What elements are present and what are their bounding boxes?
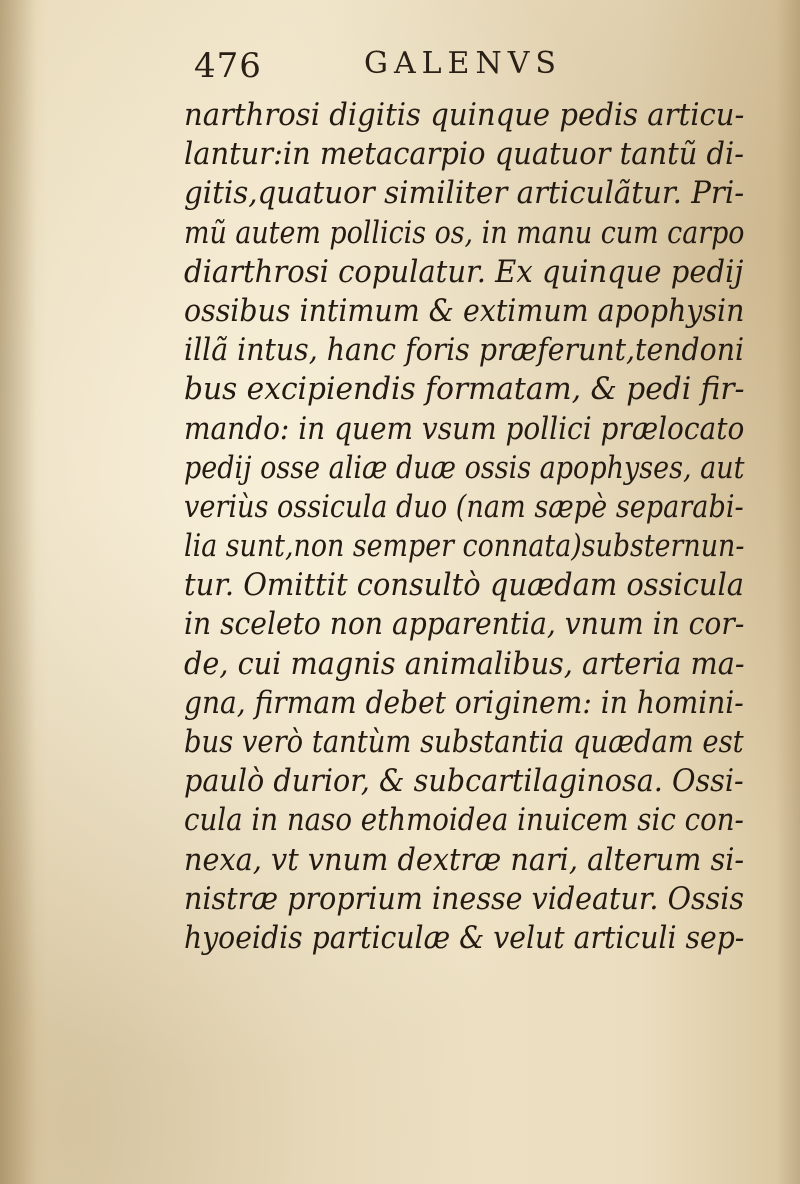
page-edge-shadow [776, 0, 800, 1184]
text-line: hyoeidis particulæ & velut articuli sep- [184, 919, 745, 956]
page-header [194, 44, 594, 94]
text-line: bus excipiendis formatam, & pedi fir- [184, 371, 745, 408]
text-line: paulò durior, & subcartilaginosa. Ossi- [184, 763, 744, 800]
text-line: in sceleto non apparentia, vnum in cor- [184, 606, 745, 643]
text-line: veriùs ossicula duo (nam sæpè separabi- [184, 488, 744, 525]
text-line: gitis,quatuor similiter articulãtur. Pri- [184, 175, 745, 212]
page-gutter-shadow [0, 0, 36, 1184]
text-line: nistræ proprium inesse videatur. Ossis [184, 880, 745, 917]
text-line: gna, firmam debet originem: in homini- [184, 684, 744, 721]
page-number: 476 [194, 46, 262, 86]
text-line: narthrosi digitis quinque pedis articu- [184, 97, 745, 133]
text-line: illã intus, hanc foris præferunt,tendoni [184, 332, 745, 369]
text-line: mando: in quem vsum pollici prælocato [184, 410, 745, 447]
text-line: pedij osse aliæ duæ ossis apophyses, aut [184, 449, 745, 486]
running-head: GALENVS [364, 46, 562, 81]
body-text [184, 96, 744, 958]
text-line: ossibus intimum & extimum apophysin [184, 292, 745, 329]
text-line: lantur:in metacarpio quatuor tantũ di- [184, 136, 745, 173]
text-line: lia sunt,non semper connata)substernun- [184, 528, 745, 565]
text-line: mũ autem pollicis os, in manu cum carpo [184, 214, 745, 251]
text-line: bus verò tantùm substantia quædam est [184, 724, 744, 760]
text-line: nexa, vt vnum dextræ nari, alterum si- [184, 841, 745, 878]
text-line: de, cui magnis animalibus, arteria ma- [184, 645, 745, 682]
text-line: tur. Omittit consultò quædam ossicula [184, 567, 744, 604]
text-line: cula in naso ethmoidea inuicem sic con- [184, 802, 744, 839]
text-line: diarthrosi copulatur. Ex quinque pedij [184, 253, 744, 290]
